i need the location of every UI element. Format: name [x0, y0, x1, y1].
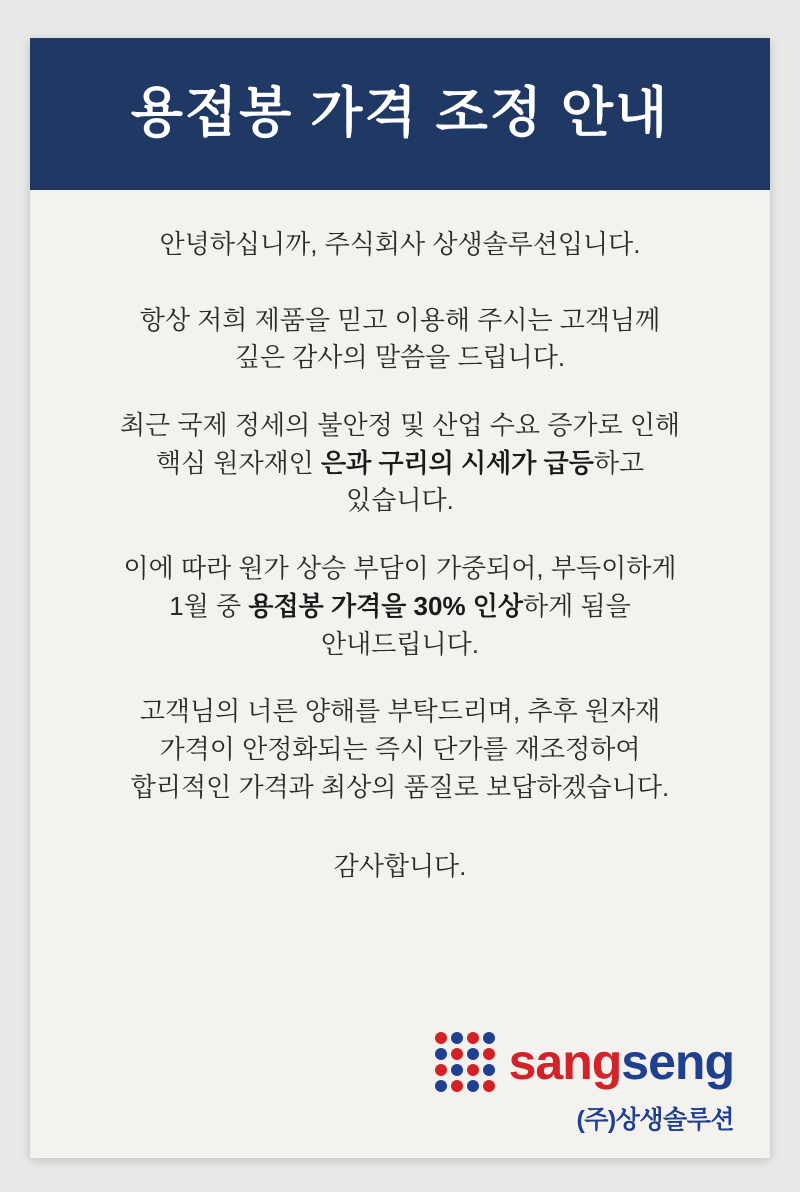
logo-word-part2: seng — [621, 1034, 734, 1090]
text-segment: 1월 중 — [169, 590, 249, 621]
text-segment: 고객님의 너른 양해를 부탁드리며, 추후 원자재 — [139, 696, 661, 727]
logo-dot — [483, 1048, 495, 1060]
paragraph-greeting — [64, 226, 736, 264]
logo-dot — [467, 1048, 479, 1060]
paragraph-thanks-intro — [64, 302, 736, 377]
notice-body — [30, 190, 770, 1158]
text-segment: 가격이 안정화되는 즉시 단가를 재조정하여 — [159, 733, 641, 764]
text-segment: 안녕하십니까, 주식회사 상생솔루션입니다. — [159, 229, 641, 259]
paragraph-closing — [64, 848, 736, 886]
notice-paragraphs — [64, 226, 736, 886]
logo-dot — [467, 1032, 479, 1044]
logo-dot — [467, 1080, 479, 1092]
logo-dot — [435, 1080, 447, 1092]
text-segment: 은과 구리의 시세가 급등 — [321, 447, 594, 478]
text-segment: 항상 저희 제품을 믿고 이용해 주시는 고객님께 — [139, 304, 661, 335]
logo-dot — [483, 1064, 495, 1076]
notice-card — [30, 38, 770, 1158]
text-segment: 감사합니다. — [333, 851, 467, 882]
logo-dot — [483, 1032, 495, 1044]
logo-subtitle: (주)상생솔루션 — [576, 1106, 734, 1134]
logo-wordmark — [508, 1034, 734, 1090]
logo-dot — [451, 1080, 463, 1092]
text-segment: 깊은 감사의 말씀을 드립니다. — [234, 342, 566, 373]
company-logo — [394, 1032, 734, 1136]
text-segment: 합리적인 가격과 최상의 품질로 보답하겠습니다. — [130, 771, 670, 802]
paragraph-reason — [64, 407, 736, 520]
logo-dots-icon — [435, 1032, 495, 1092]
logo-dot — [451, 1048, 463, 1060]
logo-dot — [451, 1064, 463, 1076]
logo-dot — [483, 1080, 495, 1092]
text-segment: 있습니다. — [346, 485, 454, 516]
text-segment: 하고 — [593, 447, 645, 478]
logo-dot — [467, 1064, 479, 1076]
text-segment: 하게 됨을 — [523, 590, 631, 621]
logo-row — [435, 1032, 734, 1092]
logo-dot — [435, 1032, 447, 1044]
logo-dot — [435, 1064, 447, 1076]
notice-header — [30, 38, 770, 190]
text-segment: 용접봉 가격을 30% 인상 — [248, 590, 524, 621]
page-title: 용접봉 가격 조정 안내 — [130, 83, 670, 144]
logo-dot — [435, 1048, 447, 1060]
logo-dot — [451, 1032, 463, 1044]
logo-word-part1: sang — [508, 1034, 622, 1090]
paragraph-price-increase — [64, 550, 736, 663]
text-segment: 핵심 원자재인 — [155, 447, 322, 478]
text-segment: 최근 국제 정세의 불안정 및 산업 수요 증가로 인해 — [119, 410, 681, 441]
text-segment: 안내드립니다. — [321, 628, 479, 659]
text-segment: 이에 따라 원가 상승 부담이 가중되어, 부득이하게 — [123, 553, 677, 584]
paragraph-request — [64, 693, 736, 806]
